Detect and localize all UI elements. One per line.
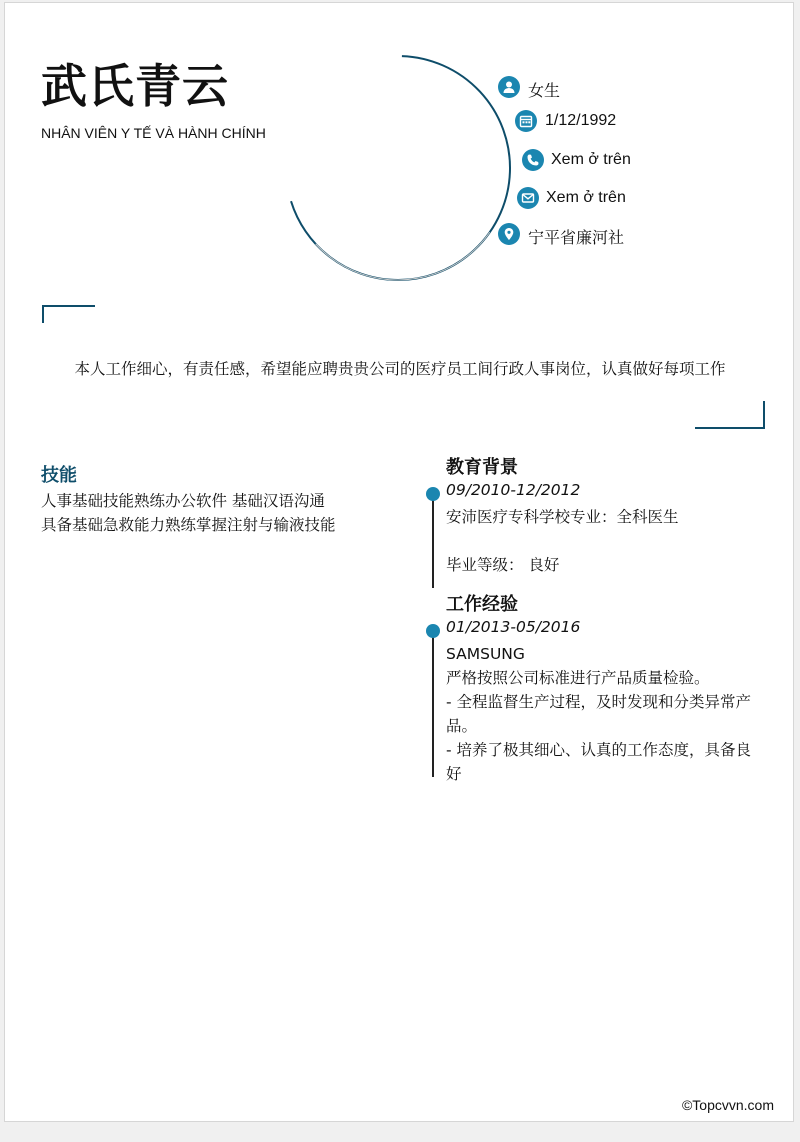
skills-list [41,489,361,537]
photo-frame [273,43,523,293]
footer-watermark: ©Topcvvn.com [681,1097,774,1113]
education-heading: 教育背景 [446,457,518,478]
career-objective: 本人工作细心，有责任感，希望能应聘贵贵公司的医疗员工间行政人事岗位，认真做好每项工作 [74,360,726,378]
experience-timeline-dot [426,624,440,638]
experience-timeline-line [432,630,434,777]
phone-icon [522,149,544,171]
experience-line: 严格按照公司标准进行产品质量检验。 [446,669,710,687]
education-grade: 毕业等级： 良好 [446,556,560,574]
education-timeline-line [432,493,434,588]
company-name: SAMSUNG [446,645,525,663]
skill-line: 具备基础急救能力熟练掌握注射与输液技能 [41,516,336,534]
experience-date: 01/2013-05/2016 [446,618,581,636]
user-icon [498,76,520,98]
experience-line: - 全程监督生产过程，及时发现和分类异常产品。 [446,693,752,735]
email-text: Xem ở trên [546,189,626,206]
job-title: NHÂN VIÊN Y TẾ VÀ HÀNH CHÍNH [41,125,266,141]
quote-bracket-top [42,305,95,323]
experience-heading: 工作经验 [446,594,518,615]
experience-details [446,642,766,786]
birthdate-text: 1/12/1992 [545,112,617,129]
address-text: 宁平省廉河社 [528,230,625,247]
education-school: 安沛医疗专科学校专业：全科医生 [446,508,679,526]
calendar-icon [515,110,537,132]
skill-line: 人事基础技能熟练办公软件 基础汉语沟通 [41,492,325,510]
gender-text: 女生 [528,83,561,100]
quote-bracket-bottom [695,401,765,429]
candidate-name: 武氏青云 [41,59,229,113]
education-date: 09/2010-12/2012 [446,481,581,499]
education-timeline-dot [426,487,440,501]
skills-heading: 技能 [41,465,77,486]
mail-icon [517,187,539,209]
resume-page [4,2,794,1122]
location-icon [498,223,520,245]
phone-text: Xem ở trên [551,151,631,168]
experience-line: - 培养了极其细心、认真的工作态度，具备良好 [446,741,752,783]
